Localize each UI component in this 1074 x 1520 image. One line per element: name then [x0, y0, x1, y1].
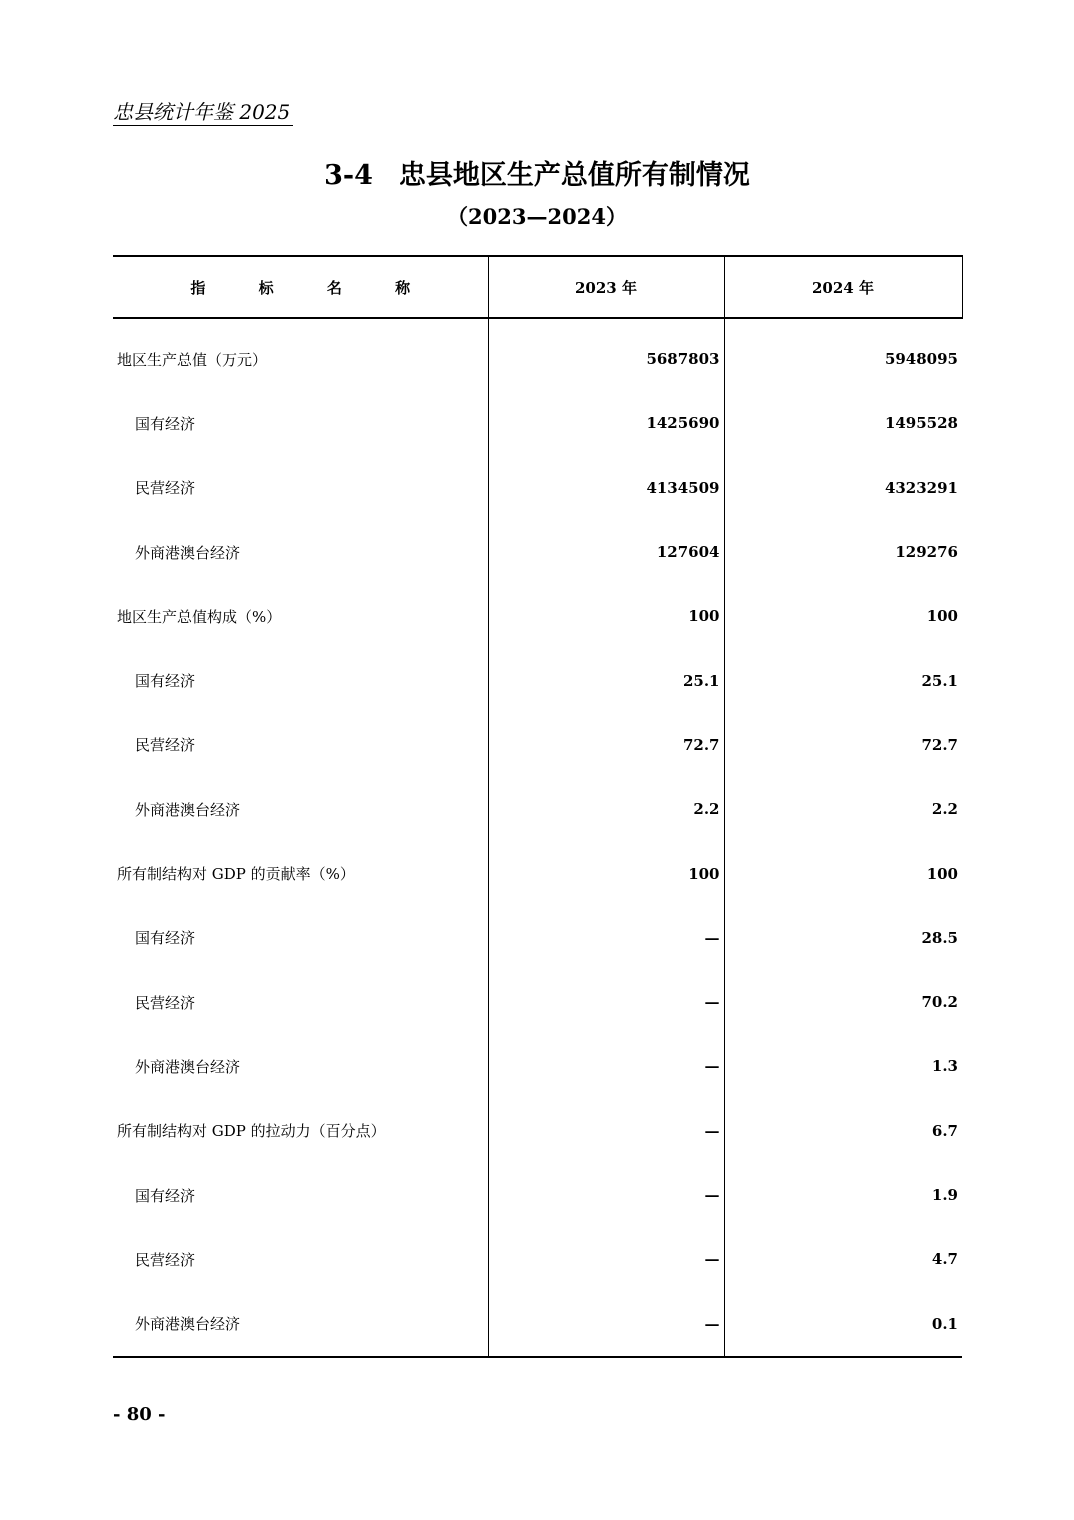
table-title-text: 忠县地区生产总值所有制情况 — [398, 160, 750, 191]
cell-2024: 4.7 — [724, 1227, 962, 1291]
row-indicator-name: 民营经济 — [135, 993, 196, 1012]
cell-2023: 100 — [488, 841, 724, 905]
row-indicator-name: 国有经济 — [135, 1186, 196, 1205]
table-row — [113, 1034, 962, 1098]
cell-2024: 129276 — [724, 520, 962, 584]
table-header-row — [113, 256, 962, 318]
cell-2024: 0.1 — [724, 1291, 962, 1356]
column-header-indicator: 指 标 名 称 — [113, 256, 488, 318]
row-indicator-name: 所有制结构对 GDP 的拉动力（百分点） — [117, 1122, 386, 1141]
cell-2024: 6.7 — [724, 1099, 962, 1163]
column-header-2023: 2023 年 — [488, 256, 724, 318]
table-row — [113, 1227, 962, 1291]
cell-2024: 25.1 — [724, 648, 962, 712]
table-years: （2023—2024） — [447, 204, 627, 229]
cell-2023: — — [488, 1034, 724, 1098]
cell-2023: 25.1 — [488, 648, 724, 712]
cell-2024: 100 — [724, 841, 962, 905]
row-indicator-name: 国有经济 — [135, 414, 196, 433]
row-indicator-name: 外商港澳台经济 — [113, 1291, 488, 1356]
row-indicator-name: 外商港澳台经济 — [135, 543, 241, 562]
cell-2023: 4134509 — [488, 456, 724, 520]
column-header-2024: 2024 年 — [724, 256, 962, 318]
page-number: - 80 - — [113, 1404, 166, 1425]
table-row — [113, 906, 962, 970]
row-indicator-name: 所有制结构对 GDP 的贡献率（%） — [117, 865, 355, 884]
row-indicator-name: 国有经济 — [135, 672, 196, 691]
table-row — [113, 713, 962, 777]
cell-2024: 1.9 — [724, 1163, 962, 1227]
row-indicator-name: 地区生产总值（万元） — [117, 350, 268, 369]
cell-2023: 2.2 — [488, 777, 724, 841]
row-indicator-name: 地区生产总值构成（%） — [117, 607, 282, 626]
row-indicator-name: 民营经济 — [135, 1250, 196, 1269]
cell-2023: — — [488, 1163, 724, 1227]
row-indicator-name: 国有经济 — [135, 929, 196, 948]
cell-2023: 127604 — [488, 520, 724, 584]
cell-2023: 100 — [488, 584, 724, 648]
cell-2024: 70.2 — [724, 970, 962, 1034]
cell-2024: 4323291 — [724, 456, 962, 520]
table-row — [113, 1163, 962, 1227]
data-table — [113, 255, 962, 1358]
row-indicator-name: 民营经济 — [135, 736, 196, 755]
table-row — [113, 841, 962, 905]
cell-2024: 28.5 — [724, 906, 962, 970]
table-row — [113, 1099, 962, 1163]
cell-2024: 100 — [724, 584, 962, 648]
row-indicator-name: 外商港澳台经济 — [135, 800, 241, 819]
table-row — [113, 391, 962, 455]
row-indicator-name: 民营经济 — [135, 479, 196, 498]
table-row — [113, 584, 962, 648]
cell-2024: 1.3 — [724, 1034, 962, 1098]
cell-2023: — — [488, 1227, 724, 1291]
cell-2023: — — [488, 1291, 724, 1356]
table-row — [113, 456, 962, 520]
table-row — [113, 970, 962, 1034]
cell-2024: 5948095 — [724, 318, 962, 391]
running-header: 忠县统计年鉴 2025 — [113, 100, 293, 126]
table-row — [113, 1291, 962, 1356]
table-row — [113, 520, 962, 584]
cell-2023: — — [488, 970, 724, 1034]
table-row — [113, 648, 962, 712]
cell-2024: 2.2 — [724, 777, 962, 841]
cell-2024: 1495528 — [724, 391, 962, 455]
cell-2023: — — [488, 906, 724, 970]
row-indicator-name: 外商港澳台经济 — [135, 1057, 241, 1076]
cell-2024: 72.7 — [724, 713, 962, 777]
table-row — [113, 318, 962, 391]
cell-2023: 5687803 — [488, 318, 724, 391]
table-row — [113, 777, 962, 841]
cell-2023: — — [488, 1099, 724, 1163]
cell-2023: 1425690 — [488, 391, 724, 455]
table-title — [0, 156, 1074, 196]
table-number: 3-4 — [324, 160, 373, 191]
cell-2023: 72.7 — [488, 713, 724, 777]
